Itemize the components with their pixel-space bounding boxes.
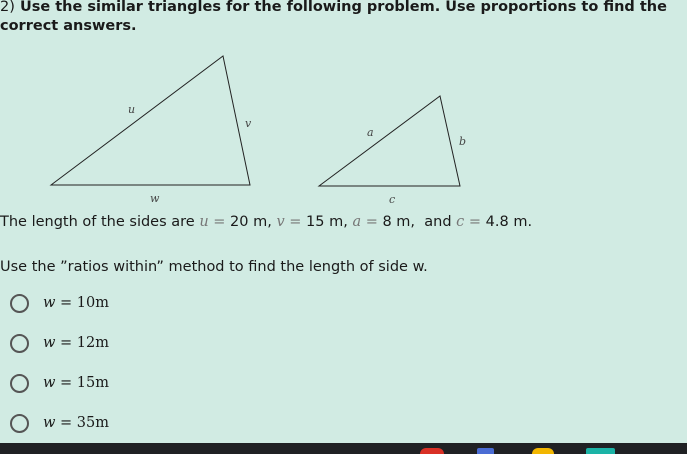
option-label: w = 12m [43, 335, 109, 351]
answer-option-15m[interactable] [10, 371, 109, 395]
var-c: c [456, 214, 465, 230]
side-label-c: c [389, 193, 396, 206]
similar-triangles-figure [0, 45, 687, 210]
value-v: 15 m, [306, 214, 348, 230]
docs-icon[interactable] [477, 448, 494, 454]
givens-lead: The length of the sides are [0, 214, 195, 230]
radio-button[interactable] [10, 294, 29, 313]
answer-option-35m[interactable] [10, 411, 109, 435]
question-number: 2) [0, 0, 15, 15]
chrome-icon[interactable] [420, 448, 444, 454]
option-label: w = 10m [43, 295, 109, 311]
side-label-b: b [459, 135, 467, 148]
value-a: 8 m, [382, 214, 416, 230]
var-u: u [199, 214, 209, 230]
taskbar [0, 443, 687, 454]
radio-button[interactable] [10, 414, 29, 433]
equals-sign: = [213, 214, 226, 230]
equals-sign: = [289, 214, 302, 230]
radio-button[interactable] [10, 334, 29, 353]
triangle-uvw [51, 56, 252, 205]
question-body: Use the similar triangles for the following problem. Use proportions to find the correct answers. [0, 0, 667, 34]
var-a: a [352, 214, 362, 230]
question-prompt: Use the ”ratios within” method to find the length of side w. [0, 259, 428, 275]
question-text [0, 0, 684, 36]
given-lengths [0, 214, 532, 230]
radio-button[interactable] [10, 374, 29, 393]
var-v: v [276, 214, 285, 230]
value-c: 4.8 m. [485, 214, 533, 230]
answer-option-10m[interactable] [10, 291, 109, 315]
side-label-u: u [128, 103, 136, 116]
equals-sign: = [365, 214, 378, 230]
side-label-a: a [367, 126, 374, 139]
givens-and: and [424, 214, 452, 230]
keep-icon[interactable] [532, 448, 554, 454]
equals-sign: = [468, 214, 482, 230]
side-label-v: v [245, 117, 252, 130]
value-u: 20 m, [230, 214, 272, 230]
option-label: w = 35m [43, 415, 109, 431]
option-label: w = 15m [43, 375, 109, 391]
side-label-w: w [150, 192, 160, 205]
answer-option-12m[interactable] [10, 331, 109, 355]
classroom-icon[interactable] [586, 448, 615, 454]
triangle-abc [319, 96, 466, 206]
